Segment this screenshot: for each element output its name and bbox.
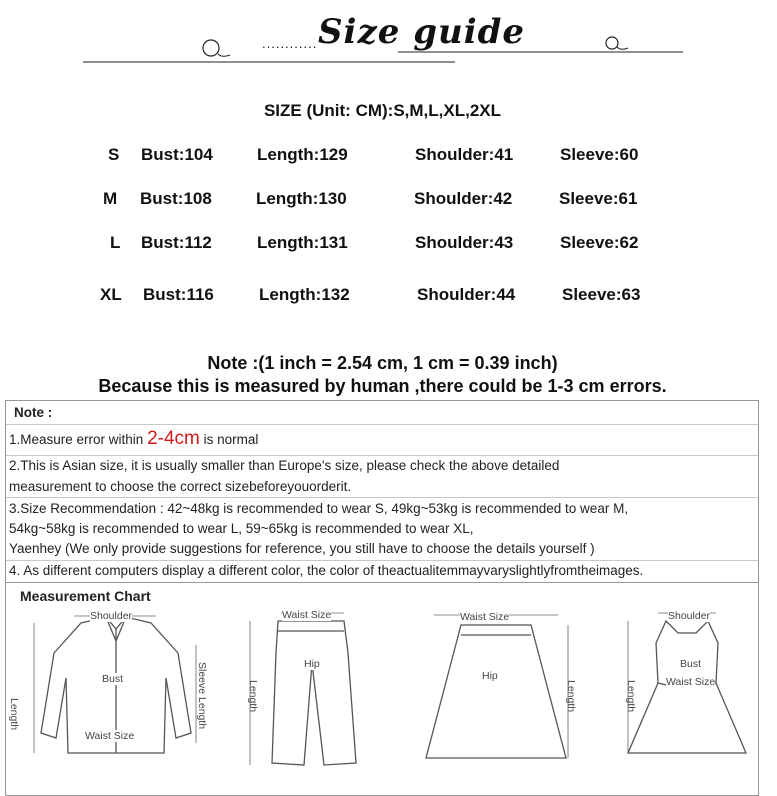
unit-conversion-note: Note :(1 inch = 2.54 cm, 1 cm = 0.39 inch) [207,353,558,373]
length-value: Length:129 [257,145,348,164]
note-item-1-prefix: 1.Measure error within [9,432,148,447]
divider [6,455,758,456]
divider [6,497,758,498]
length-value: Length:132 [259,285,350,304]
sleeve-value: Sleeve:63 [562,285,641,304]
shoulder-value: Shoulder:42 [414,189,513,208]
shoulder-value: Shoulder:41 [415,145,514,164]
skirt-waist-label: Waist Size [460,611,510,623]
page-title: Size guide [318,12,526,52]
divider [6,560,758,561]
size-row-s [0,145,777,169]
note-item-3-line-1: 3.Size Recommendation : 42~48kg is recommended to wear S, 49kg~53kg is recommended to wear M, [9,501,629,516]
dress-bust-label: Bust [680,658,702,670]
length-value: Length:130 [256,189,347,208]
divider [6,424,758,425]
sleeve-value: Sleeve:60 [560,145,639,164]
note-item-1-suffix: is normal [199,432,259,447]
note-item-2-line-1: 2.This is Asian size, it is usually smaller than Europe's size, please check the above detailed [9,458,560,473]
skirt-length-label: Length [565,680,577,713]
note-item-4: 4. As different computers display a different color, the color of theactualitemmayvaryslightlyfromtheimages. [9,563,644,578]
size-label: S [108,145,120,164]
pants-length-label: Length [247,680,259,713]
size-guide-header [0,0,777,90]
dress-shoulder-label: Shoulder [668,610,711,622]
size-row-xl [0,285,777,309]
size-label: M [103,189,118,208]
size-label: L [110,233,121,252]
pants-illustration [272,621,356,765]
bust-value: Bust:116 [143,285,214,304]
note-item-1 [9,428,258,450]
notes-box [5,400,759,583]
size-unit-subtitle: SIZE (Unit: CM):S,M,L,XL,2XL [263,101,502,120]
shirt-length-label: Length [8,698,20,731]
title-dots: ............ [262,36,318,51]
shoulder-value: Shoulder:43 [415,233,514,252]
notes-title: Note : [14,405,53,420]
pants-waist-label: Waist Size [282,609,332,621]
size-row-m [0,189,777,213]
bust-value: Bust:112 [141,233,212,252]
shirt-shoulder-label: Shoulder [90,610,133,622]
length-value: Length:131 [257,233,348,252]
measurement-error-note: Because this is measured by human ,there could be 1-3 cm errors. [98,376,667,396]
sleeve-value: Sleeve:62 [560,233,639,252]
shirt-waist-label: Waist Size [85,730,135,742]
note-item-2-line-2: measurement to choose the correct sizebeforeyouorderit. [9,479,352,494]
note-item-3-line-3: Yaenhey (We only provide suggestions for reference, you still have to choose the details yourself ) [9,541,595,556]
dress-waist-label: Waist Size [666,676,716,688]
size-label: XL [100,285,122,304]
shoulder-value: Shoulder:44 [417,285,516,304]
size-row-l [0,233,777,257]
skirt-hip-label: Hip [482,670,498,682]
skirt-illustration [426,625,566,758]
bust-value: Bust:108 [140,189,212,208]
bust-value: Bust:104 [141,145,213,164]
shirt-bust-label: Bust [102,673,124,685]
note-item-1-highlight: 2-4cm [147,428,200,449]
measurement-chart-title: Measurement Chart [20,588,151,604]
pants-hip-label: Hip [304,658,320,670]
sleeve-value: Sleeve:61 [559,189,638,208]
dress-length-label: Length [625,680,637,713]
note-item-3-line-2: 54kg~58kg is recommended to wear L, 59~65kg is recommended to wear XL, [9,521,474,536]
shirt-sleeve-label: Sleeve Length [196,662,208,730]
